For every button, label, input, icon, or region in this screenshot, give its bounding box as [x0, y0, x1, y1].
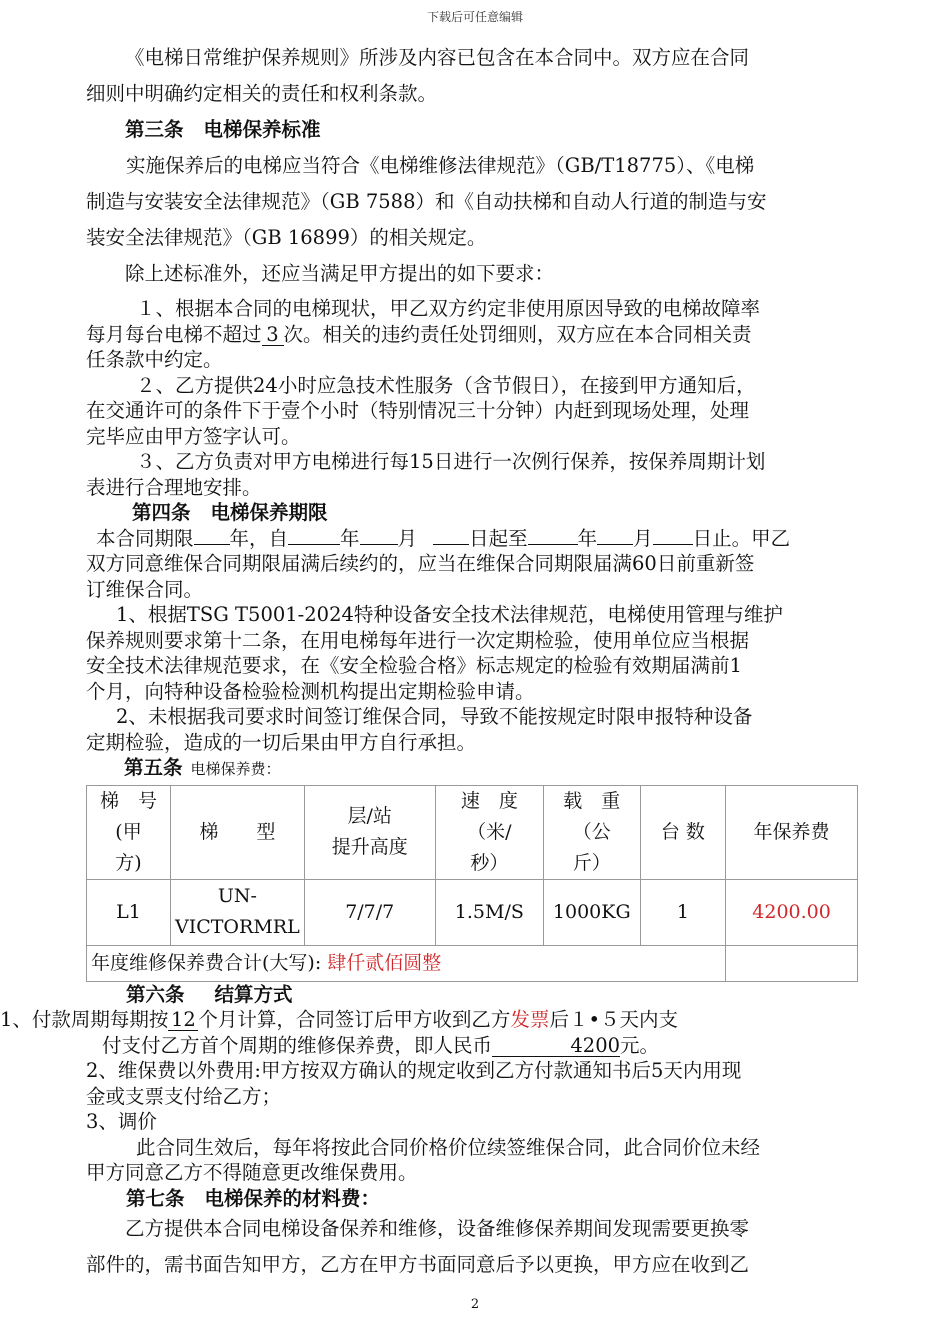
article-6-item-2-line-2: 金或支票支付给乙方； [86, 1084, 282, 1108]
start-day-blank[interactable] [433, 544, 469, 545]
cell-total-empty [726, 945, 858, 981]
article-4-label: 第四条 [132, 501, 191, 524]
cell-model [171, 879, 305, 945]
item-1-text-cont: 次。相关的违约责任处罚细则，双方应在本合同相关责 [283, 322, 752, 346]
article-4-rule-1-line-1: 1、根据TSG T5001-2024特种设备安全技术法律规范，电梯使用管理与维护 [116, 603, 783, 626]
header-elevator-no [87, 785, 171, 879]
term-text: 年 [340, 526, 360, 550]
article-6-item-1-line-2 [86, 1033, 864, 1059]
cell-elevator-no: L1 [87, 879, 171, 945]
pay-text: 元。 [620, 1033, 660, 1057]
article-3-item-2-line-1: ２、乙方提供24小时应急技术性服务（含节假日），在接到甲方通知后， [136, 373, 756, 397]
header-annual-fee: 年保养费 [726, 785, 858, 879]
header-text: 梯 号 [99, 789, 157, 812]
start-month-blank[interactable] [360, 544, 398, 545]
header-floors [304, 785, 435, 879]
end-day-blank[interactable] [653, 544, 693, 545]
term-text: 本合同期限 [96, 526, 194, 550]
article-3-item-2-line-2: 在交通许可的条件下于壹个小时（特别情况三十分钟）内赶到现场处理，处理 [86, 399, 750, 422]
article-7-line-1: 乙方提供本合同电梯设备保养和维修，设备维修保养期间发现需要更换零 [125, 1217, 750, 1240]
article-3-para-1-line-3: 装安全法律规范》（GB 16899）的相关规定。 [86, 226, 487, 249]
total-value: 肆仟贰佰圆整 [327, 951, 442, 974]
article-7-line-2: 部件的，需书面告知甲方，乙方在甲方书面同意后予以更换，甲方应在收到乙 [86, 1253, 750, 1276]
term-text: 日起至 [469, 526, 528, 550]
end-month-blank[interactable] [597, 544, 633, 545]
header-text: 斤） [572, 851, 611, 874]
article-4-line-2: 双方同意维保合同期限届满后续约的，应当在维保合同期限届满60日前重新签 [86, 552, 755, 575]
article-6-item-3-text-line-1: 此合同生效后，每年将按此合同价格价位续签维保合同，此合同价位未经 [136, 1135, 761, 1159]
table-row [87, 879, 858, 945]
article-5-subtitle: 电梯保养费： [190, 760, 281, 778]
article-7-title: 电梯保养的材料费： [204, 1186, 381, 1210]
start-year-blank[interactable] [288, 544, 340, 545]
article-4-rule-2-line-2: 定期检验，造成的一切后果由甲方自行承担。 [86, 730, 477, 754]
page-number: 2 [470, 1297, 480, 1312]
table-header-row [87, 785, 858, 879]
article-3-item-1-line-3: 任条款中约定。 [86, 348, 223, 371]
pay-text: 付支付乙方首个周期的维修保养费，即人民币 [102, 1033, 493, 1057]
article-4-title: 电梯保养期限 [210, 501, 328, 524]
model-text: UN- [217, 885, 257, 907]
article-4-rule-1-line-4: 个月，向特种设备检验检测机构提出定期检验申请。 [86, 679, 535, 703]
pay-text: 后１•５天内支 [549, 1008, 678, 1031]
model-text: VICTORMRL [175, 916, 300, 938]
item-1-text: 每月每台电梯不超过 [86, 322, 262, 346]
page-header: 下载后可任意编辑 [426, 10, 523, 24]
header-text: 方) [115, 851, 142, 874]
article-5-label: 第五条 [124, 756, 183, 779]
pay-text: 1、付款周期每期按 [0, 1008, 169, 1031]
maintenance-fee-table [86, 785, 858, 982]
header-count: 台 数 [640, 785, 725, 879]
article-6-item-2-line-1: 2、维保费以外费用:甲方按双方确认的规定收到乙方付款通知书后5天内用现 [86, 1059, 742, 1082]
article-3-item-2-line-3: 完毕应由甲方签字认可。 [86, 424, 301, 448]
header-text: 层/站 [347, 805, 392, 827]
article-3-title: 电梯保养标准 [203, 118, 321, 141]
header-text: 速 度 [460, 789, 518, 812]
article-6-title: 结算方式 [214, 982, 293, 1006]
invoice-word: 发票 [510, 1008, 550, 1031]
article-3-para-2: 除上述标准外，还应当满足甲方提出的如下要求： [125, 262, 555, 285]
article-6-item-3: 3、调价 [86, 1110, 157, 1133]
article-6-heading [86, 982, 864, 1008]
term-years-blank[interactable] [194, 544, 230, 545]
article-3-heading [86, 112, 864, 148]
article-7-label: 第七条 [126, 1186, 185, 1210]
article-3-label: 第三条 [125, 118, 184, 141]
article-3-item-3-line-2: 表进行合理地安排。 [86, 475, 262, 499]
article-3-item-1-line-1: １、根据本合同的电梯现状，甲乙双方约定非使用原因导致的电梯故障率 [136, 297, 761, 320]
article-6-label: 第六条 [126, 982, 185, 1006]
payment-amount-value: 4200 [492, 1036, 620, 1057]
article-6-item-1-line-1 [0, 1007, 864, 1033]
term-text: 日止。甲乙 [692, 526, 791, 550]
cell-speed: 1.5M/S [435, 879, 543, 945]
cell-floors: 7/7/7 [304, 879, 435, 945]
term-text: 月 [633, 526, 653, 550]
article-4-rule-2-line-1: 2、未根据我司要求时间签订维保合同，导致不能按规定时限申报特种设备 [116, 705, 753, 728]
article-3-item-1-line-2 [86, 322, 864, 348]
header-speed [435, 785, 543, 879]
term-text: 年，自 [229, 526, 289, 550]
article-3-item-3-line-1: ３、乙方负责对甲方电梯进行每15日进行一次例行保养，按保养周期计划 [136, 450, 766, 473]
end-year-blank[interactable] [528, 544, 578, 545]
header-text: 载 重 [563, 789, 621, 812]
total-label: 年度维修保养费合计(大写): [91, 951, 322, 974]
intro-line-2: 细则中明确约定相关的责任和权利条款。 [86, 82, 438, 105]
pay-text: 个月计算，合同签订后甲方收到乙方 [198, 1008, 511, 1031]
cell-total [87, 945, 726, 981]
cell-count: 1 [640, 879, 725, 945]
header-text: （米/ [467, 820, 512, 843]
article-4-rule-1-line-2: 保养规则要求第十二条，在用电梯每年进行一次定期检验，使用单位应当根据 [86, 628, 750, 652]
header-text: (甲 [115, 820, 142, 843]
article-4-term-line [86, 526, 864, 552]
intro-line-1: 《电梯日常维护保养规则》所涉及内容已包含在本合同中。双方应在合同 [125, 46, 750, 69]
document-body [0, 40, 864, 1283]
article-4-line-3: 订维保合同。 [86, 577, 204, 601]
table-total-row [87, 945, 858, 981]
article-5-heading [86, 755, 864, 783]
payment-months-value: 12 [168, 1010, 198, 1031]
term-text: 年 [577, 526, 598, 550]
article-4-heading [86, 500, 864, 526]
article-3-para-1-line-1: 实施保养后的电梯应当符合《电梯维修法律规范》（GB/T18775）、《电梯 [126, 154, 755, 177]
cell-load: 1000KG [543, 879, 640, 945]
article-7-heading [86, 1186, 864, 1212]
header-model: 梯 型 [171, 785, 305, 879]
article-4-rule-1-line-3: 安全技术法律规范要求，在《安全检验合格》标志规定的检验有效期届满前1 [86, 654, 742, 677]
article-3-para-1-line-2: 制造与安装安全法律规范》（GB 7588）和《自动扶梯和自动人行道的制造与安 [86, 190, 767, 213]
cell-annual-fee: 4200.00 [726, 879, 858, 945]
article-6-item-3-text-line-2: 甲方同意乙方不得随意更改维保费用。 [86, 1161, 418, 1184]
header-text: 秒） [470, 851, 509, 874]
failure-limit-value: 3 [262, 325, 284, 346]
header-text: （公 [572, 820, 611, 843]
term-text: 月 [397, 526, 418, 550]
header-text: 提升高度 [331, 836, 408, 858]
header-load [543, 785, 640, 879]
